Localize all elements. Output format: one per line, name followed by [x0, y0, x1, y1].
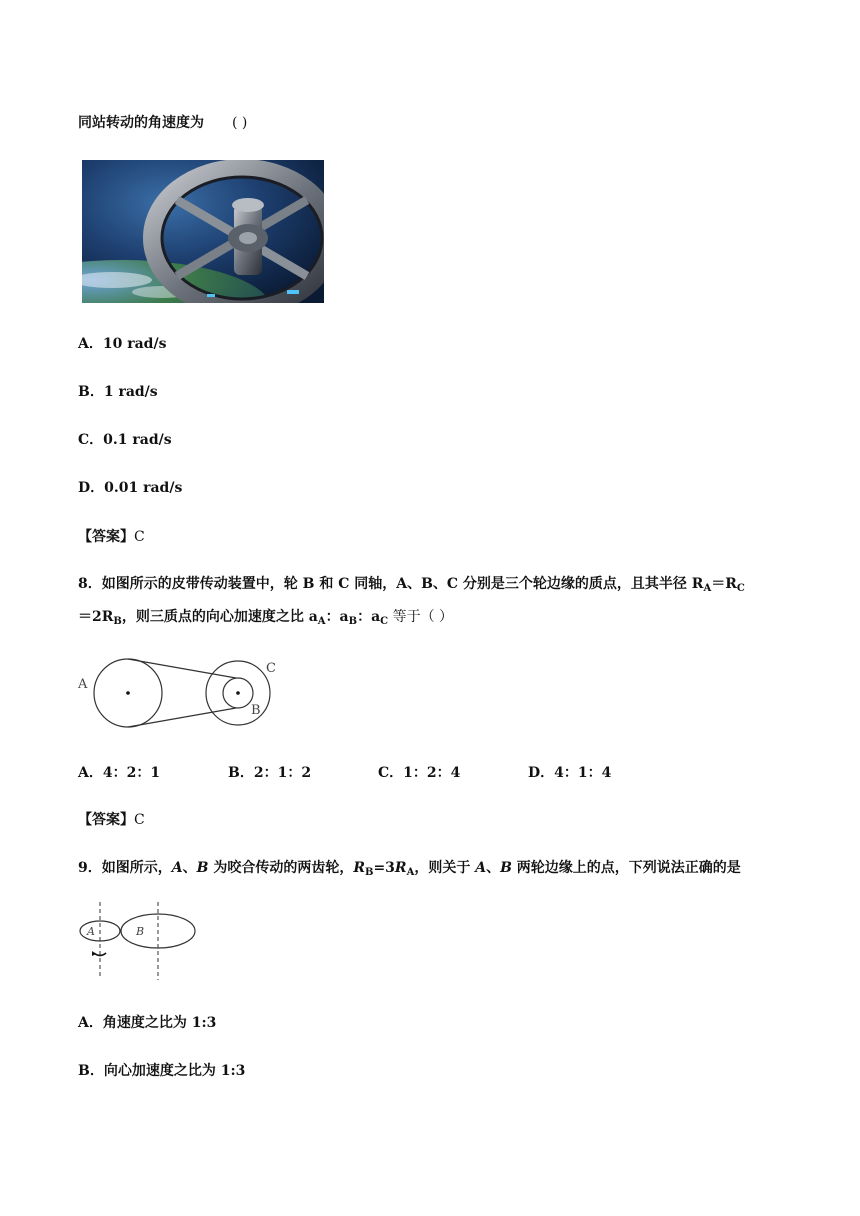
q8-option-b: B．2：1：2 [228, 765, 312, 781]
space-station-illustration [82, 160, 324, 303]
gear-figure [78, 902, 203, 982]
q8-option-a: A．4：2：1 [78, 765, 161, 781]
q9-stem: 9．如图所示，A、B 为咬合传动的两齿轮，$R_B=3R_A$，则关于 A、B 两轮边缘上的点，下列说法正确的是 [78, 860, 741, 878]
wheel-a-center [126, 691, 130, 695]
q7-answer: 【答案】C [78, 529, 145, 545]
label-b: B [136, 925, 145, 938]
q7-option-c: C．0.1 rad/s [78, 432, 172, 448]
q7-option-d: D．0.01 rad/s [78, 480, 183, 496]
q8-stem-line2: $=2R_B$，则三质点的向心加速度之比 $a_A$：$a_B$：$a_C$ 等于（ ） [78, 609, 454, 627]
q7-option-b: B．1 rad/s [78, 384, 158, 400]
belt-drive-figure [76, 652, 286, 734]
q8-option-d: D．4：1：4 [528, 765, 612, 781]
belt-bottom [128, 708, 236, 727]
q7-option-a: A．10 rad/s [78, 336, 167, 352]
label-b: B [251, 703, 261, 718]
wheel-bc-center [236, 691, 240, 695]
q9-option-b: B．向心加速度之比为 1:3 [78, 1063, 246, 1079]
q8-answer: 【答案】C [78, 812, 145, 828]
q8-option-c: C．1：2：4 [378, 765, 461, 781]
label-c: C [266, 661, 276, 676]
space-station-image [82, 160, 324, 303]
belt-top [128, 659, 236, 678]
label-a: A [78, 677, 88, 692]
q8-stem-line1: 8．如图所示的皮带传动装置中，轮 B 和 C 同轴，A、B、C 分别是三个轮边缘的质点，且其半径 $R_A=R_C$ [78, 576, 745, 594]
label-a: A [87, 925, 95, 938]
q7-stem-tail: 同站转动的角速度为 ( ) [78, 115, 248, 131]
q9-option-a: A．角速度之比为 1:3 [78, 1015, 217, 1031]
